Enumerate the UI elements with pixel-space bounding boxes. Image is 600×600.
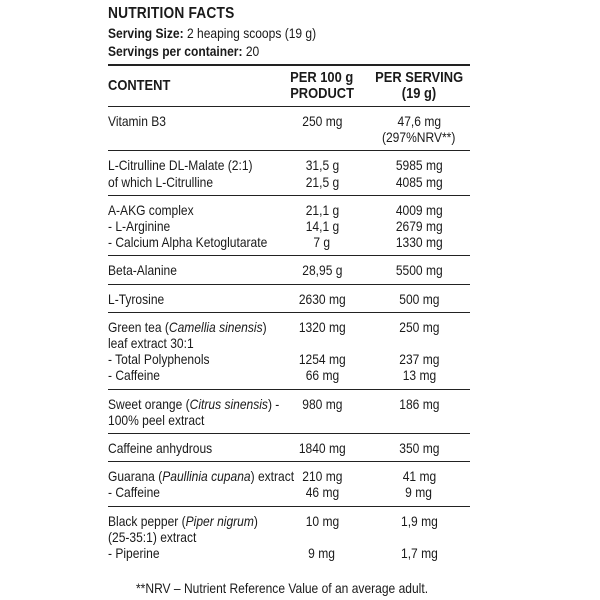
- table-row: [108, 174, 470, 190]
- header-per100-line2: PRODUCT: [290, 85, 354, 102]
- amount-per-serving: (297%NRV**): [382, 129, 456, 146]
- amount-per-serving: 9 mg: [405, 484, 433, 501]
- ingredient-name-text: Caffeine anhydrous: [108, 440, 213, 457]
- table-section: [108, 195, 470, 256]
- amount-per-serving: 5500 mg: [395, 262, 443, 279]
- table-row: [108, 484, 470, 500]
- table-row: [108, 335, 470, 351]
- amount-per-serving: 250 mg: [398, 318, 440, 335]
- amount-per-serving: 41 mg: [402, 468, 436, 485]
- table-row: [108, 412, 470, 428]
- amount-per-100g: 1254 mg: [298, 351, 346, 368]
- serving-size-label: Serving Size:: [108, 25, 184, 41]
- ingredient-name: [108, 545, 160, 561]
- table-body: [108, 106, 470, 566]
- table-row: [108, 262, 470, 278]
- table-section: [108, 255, 470, 283]
- amount-per-100g: 210 mg: [301, 468, 343, 485]
- amount-per-100g: 250 mg: [301, 113, 343, 129]
- ingredient-name: [108, 291, 164, 307]
- header-content: CONTENT: [108, 77, 171, 94]
- amount-per-serving: 47,6 mg: [397, 113, 441, 129]
- amount-per-100g: 2630 mg: [298, 290, 346, 307]
- ingredient-name: [108, 351, 210, 367]
- table-section: [108, 284, 470, 312]
- ingredient-latin-name: Piper nigrum: [185, 512, 254, 529]
- amount-per-serving: 4009 mg: [395, 201, 443, 218]
- ingredient-latin-name: Paullinia cupana: [162, 468, 251, 485]
- ingredient-name: [108, 529, 196, 545]
- servings-label: Servings per container:: [108, 43, 243, 59]
- ingredient-name-text: Guarana (: [108, 468, 163, 485]
- table-row: [108, 234, 470, 250]
- page-title: NUTRITION FACTS: [108, 5, 235, 22]
- ingredient-name: [108, 396, 279, 412]
- table-row: [108, 319, 470, 335]
- amount-per-100g: 980 mg: [301, 395, 343, 412]
- amount-per-100g: 31,5 g: [305, 157, 339, 174]
- table-row: [108, 529, 470, 545]
- amount-per-serving: 2679 mg: [395, 218, 443, 235]
- ingredient-latin-name: Camellia sinensis: [168, 318, 263, 335]
- amount-per-100g: 10 mg: [305, 512, 339, 529]
- amount-per-100g: 1840 mg: [298, 440, 346, 457]
- table-row: [108, 396, 470, 412]
- amount-per-serving: 4085 mg: [395, 173, 443, 190]
- ingredient-name-text: Green tea (: [108, 318, 169, 335]
- table-section: [108, 312, 470, 389]
- table-row: [108, 157, 470, 173]
- table-section: [108, 389, 470, 433]
- ingredient-name: [108, 113, 166, 129]
- ingredient-name: [108, 174, 213, 190]
- amount-per-100g: 7 g: [313, 234, 331, 251]
- ingredient-name-text: Beta-Alanine: [108, 262, 177, 279]
- ingredient-name-suffix: ): [253, 512, 258, 529]
- ingredient-name: [108, 335, 194, 351]
- ingredient-name: [108, 262, 177, 278]
- amount-per-serving: 500 mg: [398, 290, 440, 307]
- amount-per-serving: 1,7 mg: [400, 545, 438, 562]
- ingredient-name-text: Sweet orange (: [108, 395, 190, 412]
- ingredient-name-text: of which L-Citrulline: [108, 173, 214, 190]
- ingredient-name-text: L-Citrulline DL-Malate (2:1): [108, 157, 253, 174]
- amount-per-serving: 13 mg: [402, 367, 436, 384]
- amount-per-100g: 1320 mg: [298, 318, 346, 335]
- amount-per-100g: 9 mg: [308, 545, 336, 562]
- amount-per-100g: 14,1 g: [305, 218, 339, 235]
- ingredient-name-text: - Caffeine: [108, 367, 160, 384]
- table-row: [108, 440, 470, 456]
- serving-size-value: 2 heaping scoops (19 g): [186, 25, 317, 41]
- table-row: [108, 367, 470, 383]
- ingredient-name: [108, 440, 212, 456]
- header-perserving-line2: (19 g): [401, 85, 437, 102]
- table-header: [108, 68, 470, 106]
- ingredient-name-text: - Total Polyphenols: [108, 351, 210, 368]
- ingredient-name: [108, 218, 170, 234]
- table-section: [108, 150, 470, 194]
- amount-per-100g: 66 mg: [305, 367, 339, 384]
- servings-per-container: [108, 42, 419, 60]
- amount-per-100g: 28,95 g: [301, 262, 343, 279]
- table-row: [108, 202, 470, 218]
- table-section: [108, 433, 470, 461]
- ingredient-name-text: - L-Arginine: [108, 218, 171, 235]
- servings-value: 20: [245, 43, 260, 59]
- ingredient-name-suffix: ) extract: [250, 468, 295, 485]
- footnote: **NRV – Nutrient Reference Value of an average adult.: [136, 580, 429, 596]
- ingredient-name-text: - Piperine: [108, 545, 160, 562]
- ingredient-name-text: 100% peel extract: [108, 411, 205, 428]
- ingredient-name-text: - Calcium Alpha Ketoglutarate: [108, 234, 268, 251]
- amount-per-100g: 21,1 g: [305, 201, 339, 218]
- ingredient-name-text: - Caffeine: [108, 484, 160, 501]
- amount-per-100g: 46 mg: [305, 484, 339, 501]
- ingredient-name-text: Vitamin B3: [108, 113, 167, 129]
- table-section: [108, 461, 470, 505]
- ingredient-latin-name: Citrus sinensis: [189, 395, 268, 412]
- amount-per-serving: 350 mg: [398, 440, 440, 457]
- ingredient-name: [108, 412, 204, 428]
- table-row: [108, 513, 470, 529]
- ingredient-name: [108, 157, 253, 173]
- ingredient-name: [108, 484, 160, 500]
- ingredient-name: [108, 367, 160, 383]
- amount-per-serving: 1,9 mg: [400, 512, 438, 529]
- ingredient-name: [108, 202, 194, 218]
- ingredient-name: [108, 513, 258, 529]
- table-row: [108, 218, 470, 234]
- ingredient-name: [108, 468, 294, 484]
- header-perserving-line1: PER SERVING: [375, 69, 464, 86]
- ingredient-name-suffix: ) -: [267, 395, 280, 412]
- table-row: [108, 545, 470, 561]
- amount-per-serving: 186 mg: [398, 395, 440, 412]
- ingredient-name-text: leaf extract 30:1: [108, 335, 194, 352]
- table-row: [108, 129, 470, 145]
- table-row: [108, 291, 470, 307]
- ingredient-name: [108, 234, 267, 250]
- amount-per-100g: 21,5 g: [305, 173, 339, 190]
- table-row: [108, 468, 470, 484]
- header-per100-line1: PER 100 g: [290, 69, 354, 86]
- ingredient-name-text: A-AKG complex: [108, 201, 194, 218]
- ingredient-name-text: Black pepper (: [108, 512, 186, 529]
- ingredient-name-suffix: ): [262, 318, 267, 335]
- serving-size: [108, 24, 419, 42]
- ingredient-name: [108, 319, 267, 335]
- table-row: [108, 351, 470, 367]
- table-section: [108, 506, 470, 567]
- amount-per-serving: 237 mg: [398, 351, 440, 368]
- amount-per-serving: 5985 mg: [395, 157, 443, 174]
- table-section: [108, 106, 470, 150]
- top-rule: [108, 64, 470, 66]
- ingredient-name-text: (25-35:1) extract: [108, 528, 197, 545]
- amount-per-serving: 1330 mg: [395, 234, 443, 251]
- table-row: [108, 113, 470, 129]
- ingredient-name-text: L-Tyrosine: [108, 290, 165, 307]
- nutrition-facts-panel: [108, 4, 470, 566]
